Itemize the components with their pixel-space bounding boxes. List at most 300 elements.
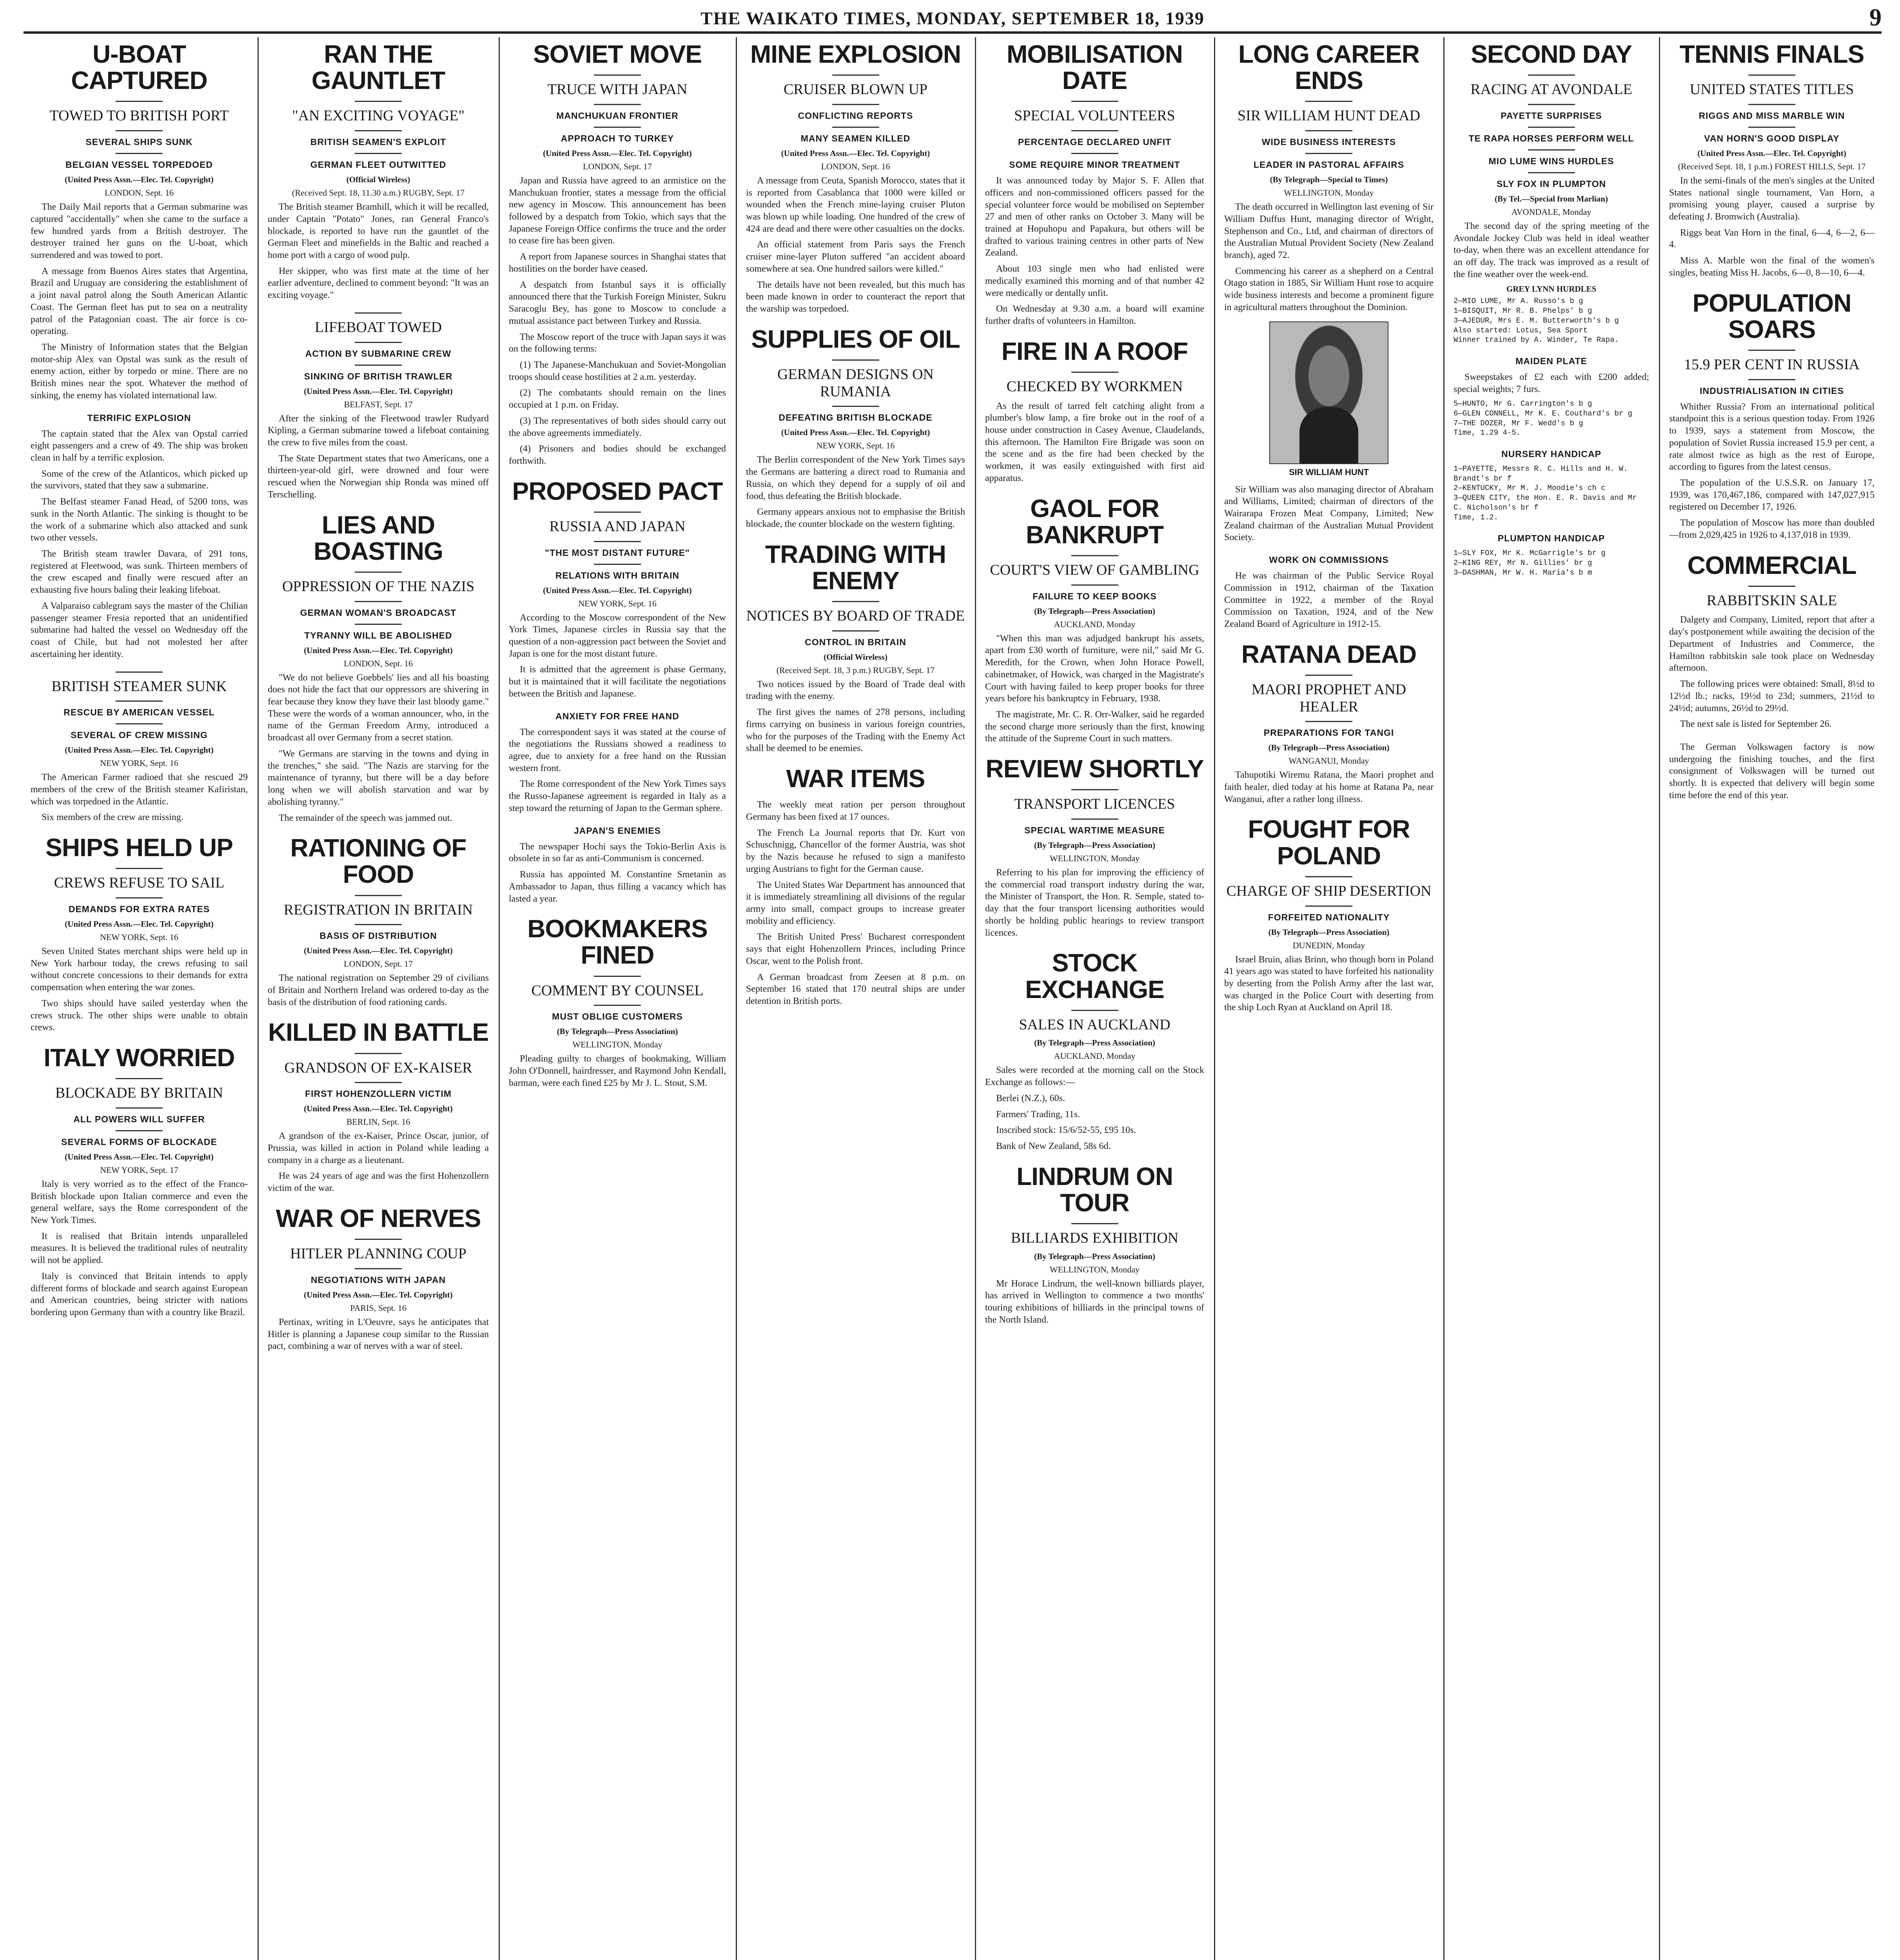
paragraph: A report from Japanese sources in Shanghai states that hostilities on the border have ceased. xyxy=(509,252,726,274)
result-line: 3—QUEEN CITY, the Hon. E. R. Davis and Mr C. Nicholson's br f xyxy=(1454,494,1637,512)
paragraph: The British steam trawler Davara, of 291 tons, registered at Fleetwood, was sunk. Thirteen members of the crew escaped and finally were rescued after an exhausting five hours baling their leaking lifeboat. xyxy=(31,549,248,595)
divider xyxy=(832,601,879,602)
subheading: HITLER PLANNING COUP xyxy=(290,1245,466,1262)
divider xyxy=(116,1107,163,1109)
subheading: DEFEATING BRITISH BLOCKADE xyxy=(779,412,933,423)
divider xyxy=(355,601,402,602)
dateline: LONDON, Sept. 16 xyxy=(344,658,413,668)
article-body xyxy=(509,1053,726,1089)
paragraph: As the result of tarred felt catching alight from a plumber's blow lamp, a fire broke out in the roof of a house under construction in Casey Avenue, Claudelands, this afternoon. The Hamilton Fire Brigade was soon on the scene and as the fire had been checked by the workmen, it was easily extinguished with first aid apparatus. xyxy=(985,401,1204,483)
wire-credit: (United Press Assn.—Elec. Tel. Copyright) xyxy=(65,1152,214,1161)
divider xyxy=(355,101,402,102)
wire-credit: (United Press Assn.—Elec. Tel. Copyright) xyxy=(543,585,692,595)
divider xyxy=(1528,149,1575,151)
divider xyxy=(1748,350,1795,351)
column-1 xyxy=(24,37,255,1960)
paragraph: "When this man was adjudged bankrupt his assets, apart from £30 worth of furniture, were nil," said Mr G. Meredith, for the Crown, when John Horace Powell, cabinetmaker, of Howick, was charged in the Magistrate's Court with having failed to keep proper books for three years before his bankruptcy in February, 1938. xyxy=(985,633,1204,704)
divider xyxy=(355,1082,402,1083)
subheading: MANY SEAMEN KILLED xyxy=(800,133,911,143)
article-body xyxy=(985,867,1204,939)
result-line: 2—MIO LUME, Mr A. Russo's b g xyxy=(1454,297,1583,306)
paragraph: Italy is convinced that Britain intends to apply different forms of blockade and search against European and American countries, being stricter with nations bordering upon Germany than with a country like Brazil. xyxy=(31,1271,248,1318)
divider xyxy=(594,127,641,128)
divider xyxy=(1305,153,1352,154)
paragraph: (4) Prisoners and bodies should be exchanged forthwith. xyxy=(509,444,726,466)
paragraph: (3) The representatives of both sides should carry out the above agreements immediately. xyxy=(509,416,726,438)
headline: FIRE IN A ROOF xyxy=(1001,337,1188,365)
paragraph: The correspondent says it was stated at the course of the negotiations the Russians showed a readiness to agree, due to anxiety for a free hand on the Russian western front. xyxy=(509,727,726,773)
article xyxy=(1669,290,1875,541)
section-heading: ANXIETY FOR FREE HAND xyxy=(555,711,679,721)
article xyxy=(1669,741,1875,802)
article-body xyxy=(31,201,248,402)
paragraph: The Ministry of Information states that the Belgian motor-ship Alex van Opstal was sunk as the result of enemy action, either by torpedo or mine. There are no British mines near the spot. Whatever the method of sinking, the enemy has violated international law. xyxy=(31,342,248,401)
article-body xyxy=(985,1278,1204,1326)
article-body xyxy=(746,175,965,315)
subheading: MANCHUKUAN FRONTIER xyxy=(556,110,679,121)
article xyxy=(31,413,248,661)
subheading: REGISTRATION IN BRITAIN xyxy=(283,901,473,918)
divider xyxy=(1748,104,1795,105)
article-body xyxy=(509,841,726,905)
paragraph: The Belfast steamer Fanad Head, of 5200 tons, was sunk in the North Atlantic. The sinking is thought to be the work of a submarine which also attacked and sunk two other vessels. xyxy=(31,497,248,543)
article xyxy=(31,1045,248,1319)
paragraph: The British steamer Bramhill, which it will be recalled, under Captain "Potato" Jones, ran General Franco's blockade, is reported to have run the gauntlet of the German Fleet and minefields in the Baltic and reached a home port with a cargo of wood pulp. xyxy=(268,202,489,260)
subheading: MUST OBLIGE CUSTOMERS xyxy=(552,1011,683,1022)
paragraph: The British United Press' Bucharest correspondent says that eight Hohenzollern Princes, including Prince Oscar, went to the Polish front. xyxy=(746,932,965,966)
paragraph: The magistrate, Mr. C. R. Orr-Walker, said he regarded the second charge more seriously than the first, knowing the attitude of the Supreme Court in such matters. xyxy=(985,709,1204,744)
paragraph: The weekly meat ration per person throughout Germany has been fixed at 17 ounces. xyxy=(746,800,965,822)
subheading: BILLIARDS EXHIBITION xyxy=(1011,1230,1179,1247)
subheading: GERMAN DESIGNS ON RUMANIA xyxy=(777,366,934,400)
article xyxy=(268,41,489,301)
divider xyxy=(355,130,402,131)
wire-credit: (By Telegraph—Press Association) xyxy=(557,1027,678,1036)
divider xyxy=(355,1053,402,1054)
divider xyxy=(355,312,402,314)
paragraph: The United States War Department has announced that it is immediately streamlining all divisions of the regular army into small, compact groups to increase greater mobility and efficiency. xyxy=(746,880,965,926)
masthead xyxy=(24,4,1882,34)
subheading: TRANSPORT LICENCES xyxy=(1014,796,1175,813)
subheading: BELGIAN VESSEL TORPEDOED xyxy=(65,160,213,170)
dateline: BERLIN, Sept. 16 xyxy=(346,1117,410,1127)
headline: TRADING WITH ENEMY xyxy=(765,540,946,595)
paragraph: The following prices were obtained: Small, 8½d to 12½d lb.; racks, 19½d to 23d; summers, 21½d to 24½d; autumns, 26½d to 29½d. xyxy=(1669,679,1875,713)
subheading: RABBITSKIN SALE xyxy=(1706,592,1837,609)
article xyxy=(268,1205,489,1352)
paragraph: In the semi-finals of the men's singles at the United States national single tournament, Van Horn, a promising young player, caused a surprise by defeating J. Bromwich (Australia). xyxy=(1669,175,1875,222)
divider xyxy=(355,572,402,573)
paragraph: (2) The combatants should remain on the lines occupied at 1 p.m. on Friday. xyxy=(509,388,726,410)
paragraph: Israel Bruin, alias Brinn, who though born in Poland 41 years ago was stated to have forfeited his nationality by deserting from the Polish Army after the last war, was charged in the Police Court with deserting from the ship Loch Ryan at Auckland on April 18. xyxy=(1224,954,1434,1013)
headline: BOOKMAKERS FINED xyxy=(527,915,708,969)
paragraph: The newspaper Hochi says the Tokio-Berlin Axis is obsolete in so far as anti-Communism is concerned. xyxy=(509,841,726,864)
divider xyxy=(1071,789,1118,790)
result-line: 1—PAYETTE, Messrs R. C. Hills and H. W. Brandt's br f xyxy=(1454,465,1628,483)
paper-title: THE WAIKATO TIMES, MONDAY, SEPTEMBER 18, 1939 xyxy=(700,8,1205,28)
article xyxy=(1224,641,1434,806)
subheading: BASIS OF DISTRIBUTION xyxy=(319,931,437,941)
race-results xyxy=(1454,399,1649,438)
dateline: LONDON, Sept. 17 xyxy=(344,959,413,969)
headline: TENNIS FINALS xyxy=(1679,40,1864,68)
paragraph: Farmers' Trading, 11s. xyxy=(996,1109,1080,1120)
race-results xyxy=(1454,548,1649,577)
divider xyxy=(1071,101,1118,102)
subheading: FORFEITED NATIONALITY xyxy=(1268,912,1390,922)
subheading: ALL POWERS WILL SUFFER xyxy=(73,1114,205,1124)
headline: KILLED IN BATTLE xyxy=(268,1018,489,1047)
divider xyxy=(116,868,163,869)
article-body xyxy=(1669,614,1875,730)
subheading: CONFLICTING REPORTS xyxy=(798,110,913,121)
subheading: RESCUE BY AMERICAN VESSEL xyxy=(64,707,215,718)
article-body xyxy=(509,726,726,815)
paragraph: Two notices issued by the Board of Trade deal with trading with the enemy. xyxy=(746,679,965,702)
subheading: SPECIAL VOLUNTEERS xyxy=(1014,107,1175,124)
column-rule xyxy=(736,37,737,1960)
photo-caption: SIR WILLIAM HUNT xyxy=(1288,467,1369,477)
divider xyxy=(1305,675,1352,676)
column-5 xyxy=(978,37,1211,1960)
article xyxy=(509,916,726,1089)
result-line: 2—KENTUCKY, Mr M. J. Moodie's ch c xyxy=(1454,484,1606,493)
subheading: NOTICES BY BOARD OF TRADE xyxy=(746,608,965,624)
divider xyxy=(1071,372,1118,373)
divider xyxy=(1071,153,1118,154)
paragraph: Six members of the crew are missing. xyxy=(42,812,183,823)
subheading: PERCENTAGE DECLARED UNFIT xyxy=(1018,137,1172,147)
subheading: SEVERAL OF CREW MISSING xyxy=(71,730,208,740)
subheading: 15.9 PER CENT IN RUSSIA xyxy=(1684,356,1860,373)
article-body xyxy=(746,454,965,530)
subheading: APPROACH TO TURKEY xyxy=(561,133,674,143)
article-body xyxy=(985,1064,1204,1152)
paragraph: The American Farmer radioed that she rescued 29 members of the crew of the British steamer Kafiristan, which was torpedoed in the Atlantic. xyxy=(31,772,248,807)
subheading: VAN HORN'S GOOD DISPLAY xyxy=(1704,133,1840,143)
paragraph: Germany appears anxious not to emphasise the British blockade, the counter blockade on the western fighting. xyxy=(746,507,965,529)
headline: FOUGHT FOR POLAND xyxy=(1248,815,1410,870)
divider xyxy=(1071,555,1118,556)
paragraph: The Rome correspondent of the New York Times says the Russo-Japanese agreement is regarded in Italy as a step toward the returning of Japan to the German sphere. xyxy=(509,779,726,813)
paragraph: A grandson of the ex-Kaiser, Prince Oscar, junior, of Prussia, was killed in action in Poland while leading a company in a charge as a lieutenant. xyxy=(268,1131,489,1165)
paragraph: Inscribed stock: 15/6/52-55, £95 10s. xyxy=(996,1125,1136,1136)
divider xyxy=(355,365,402,366)
column-7 xyxy=(1446,37,1656,1960)
paragraph: Pleading guilty to charges of bookmaking, William John O'Donnell, hairdresser, and Raymond John Kendall, barman, were each fined £25 by Mr J. L. Stout, S.M. xyxy=(509,1054,726,1088)
result-line: Time, 1.29 4-5. xyxy=(1454,428,1521,437)
divider xyxy=(116,723,163,724)
subheading: SOME REQUIRE MINOR TREATMENT xyxy=(1009,160,1180,170)
article xyxy=(746,766,965,1007)
divider xyxy=(1071,1010,1118,1011)
paragraph: Berlei (N.Z.), 60s. xyxy=(996,1093,1065,1103)
subheading: SLY FOX IN PLUMPTON xyxy=(1496,178,1606,189)
article xyxy=(31,41,248,402)
wire-credit: (By Telegraph—Special to Times) xyxy=(1270,175,1388,185)
wire-credit: (Official Wireless) xyxy=(824,652,887,662)
divider xyxy=(355,1268,402,1269)
paragraph: The death occurred in Wellington last evening of Sir William Duffus Hunt, managing director of Wright, Stephenson and Co., Ltd, and chairman of directors of the Australian Mutual Provident Society (New Zealand branch), aged 72. xyxy=(1224,202,1434,260)
article xyxy=(1224,555,1434,630)
headline: GAOL FOR BANKRUPT xyxy=(1025,494,1164,549)
paragraph: The Moscow report of the truce with Japan says it was on the following terms: xyxy=(509,332,726,354)
result-line: Time, 1.2. xyxy=(1454,513,1499,522)
divider xyxy=(832,104,879,105)
subheading: TE RAPA HORSES PERFORM WELL xyxy=(1468,133,1634,143)
subheading: SINKING OF BRITISH TRAWLER xyxy=(304,371,453,381)
wire-credit: (United Press Assn.—Elec. Tel. Copyright) xyxy=(543,148,692,158)
divider xyxy=(116,1078,163,1079)
result-line: 3—DASHMAN, Mr W. H. Maria's b m xyxy=(1454,568,1592,577)
article-body xyxy=(1454,220,1649,281)
paragraph: Sir William was also managing director of Abraham and Williams, Limited; chairman of directors of the Wairarapa Frozen Meat Company, Limited; New Zealand chairman of the Australian Mutual Provident Society. xyxy=(1224,484,1434,543)
dateline: NEW YORK, Sept. 17 xyxy=(100,1165,178,1175)
paragraph: The population of Moscow has more than doubled—from 2,029,425 in 1926 to 4,137,018 in 1939. xyxy=(1669,518,1875,540)
article xyxy=(509,826,726,905)
result-line: 6—GLEN CONNELL, Mr K. E. Couthard's br g xyxy=(1454,409,1633,418)
article xyxy=(1454,356,1649,438)
subheading: GERMAN FLEET OUTWITTED xyxy=(310,160,446,170)
column-4 xyxy=(739,37,972,1960)
dateline: (Received Sept. 18, 3 p.m.) RUGBY, Sept. 17 xyxy=(776,665,935,675)
column-rule xyxy=(1214,37,1215,1960)
result-line: 1—SLY FOX, Mr K. McGarrigle's br g xyxy=(1454,549,1606,558)
paragraph: The French La Journal reports that Dr. Kurt von Schuschnigg, Chancellor of the former Austria, was shot by the Nazis because he refused to sign a manifesto urging Austrians to fight for the German cause. xyxy=(746,828,965,874)
divider xyxy=(355,924,402,925)
divider xyxy=(1748,74,1795,76)
divider xyxy=(116,701,163,702)
paragraph: Bank of New Zealand, 58s 6d. xyxy=(996,1141,1111,1151)
dateline: (Received Sept. 18, 11.30 a.m.) RUGBY, Sept. 17 xyxy=(292,188,465,198)
results-title: GREY LYNN HURDLES xyxy=(1506,284,1597,294)
column-2 xyxy=(261,37,496,1960)
column-3 xyxy=(502,37,733,1960)
article-body xyxy=(31,428,248,661)
paragraph: Miss A. Marble won the final of the women's singles, beating Miss H. Jacobs, 6—0, 8—10, 6—4. xyxy=(1669,256,1875,278)
article xyxy=(509,478,726,700)
article xyxy=(268,1019,489,1194)
subheading: FAILURE TO KEEP BOOKS xyxy=(1033,591,1157,601)
column-6 xyxy=(1217,37,1441,1960)
dateline: LONDON, Sept. 16 xyxy=(821,161,890,171)
section-heading: MAIDEN PLATE xyxy=(1515,356,1587,366)
subheading: RIGGS AND MISS MARBLE WIN xyxy=(1699,110,1845,121)
subheading: TOWED TO BRITISH PORT xyxy=(49,107,229,124)
wire-credit: (By Telegraph—Press Association) xyxy=(1268,743,1390,753)
article xyxy=(1224,41,1434,544)
article-body xyxy=(1224,201,1434,313)
portrait-photo xyxy=(1269,321,1388,464)
article xyxy=(1669,552,1875,730)
race-results xyxy=(1454,296,1649,345)
divider xyxy=(1748,586,1795,587)
paragraph: Tahupotiki Wiremu Ratana, the Maori prophet and faith healer, died today at his home at Ratana Pa, near Wanganui, after a rather long illness. xyxy=(1224,770,1434,804)
article xyxy=(746,541,965,755)
paragraph: Commencing his career as a shepherd on a Central Otago station in 1885, Sir William Hunt rose to acquire wide business interests and become a prominent figure in agricultural matters throughout the Dominion. xyxy=(1224,266,1434,312)
wire-credit: (United Press Assn.—Elec. Tel. Copyright) xyxy=(781,148,930,158)
result-line: Winner trained by A. Winder, Te Rapa. xyxy=(1454,336,1619,345)
article-body xyxy=(985,633,1204,745)
dateline: AUCKLAND, Monday xyxy=(1054,619,1136,629)
divider xyxy=(1071,584,1118,586)
dateline: LONDON, Sept. 17 xyxy=(583,161,652,171)
headline: COMMERCIAL xyxy=(1687,551,1856,579)
article xyxy=(1454,449,1649,522)
article-body xyxy=(31,771,248,824)
dateline: WELLINGTON, Monday xyxy=(1049,853,1140,863)
paragraph: "We Germans are starving in the towns and dying in the trenches," she said. "The Nazis are starving for the maintenance of tyranny, but there will be a day before long when we will abolish starvation and war by abolishing tyranny." xyxy=(268,748,489,807)
wire-credit: (By Telegraph—Press Association) xyxy=(1034,1251,1155,1261)
article-body xyxy=(268,1316,489,1352)
subheading: SIR WILLIAM HUNT DEAD xyxy=(1237,107,1421,124)
headline: U-BOAT CAPTURED xyxy=(71,40,207,95)
paragraph: After the sinking of the Fleetwood trawler Rudyard Kipling, a German submarine towed a lifeboat containing the crew to five miles from the coast. xyxy=(268,413,489,448)
divider xyxy=(594,976,641,977)
dateline: WELLINGTON, Monday xyxy=(1284,188,1374,198)
column-rule xyxy=(1659,37,1660,1960)
wire-credit: (United Press Assn.—Elec. Tel. Copyright) xyxy=(65,745,214,755)
article xyxy=(268,835,489,1008)
paragraph: The German Volkswagen factory is now undergoing the finishing touches, and the first consignment of Volkswagen will be turned out shortly. It is expected that delivery will begin some time before the end of this year. xyxy=(1669,742,1875,800)
subheading: COURT'S VIEW OF GAMBLING xyxy=(990,561,1200,578)
subheading: MIO LUME WINS HURDLES xyxy=(1488,156,1614,166)
article xyxy=(1669,41,1875,279)
subheading: "THE MOST DISTANT FUTURE" xyxy=(545,547,690,558)
article xyxy=(985,756,1204,939)
paragraph: He was chairman of the Public Service Royal Commission in 1912, chairman of the Taxation Committee in 1922, a member of the Royal Commission on Taxation, 1924, and of the New Zealand Board of Agriculture in 1912-15. xyxy=(1224,571,1434,629)
divider xyxy=(594,541,641,542)
divider xyxy=(594,104,641,105)
section-heading: TERRIFIC EXPLOSION xyxy=(87,412,191,423)
article xyxy=(985,338,1204,485)
subheading: MAORI PROPHET AND HEALER xyxy=(1251,681,1406,715)
wire-credit: (United Press Assn.—Elec. Tel. Copyright) xyxy=(304,386,453,396)
dateline: NEW YORK, Sept. 16 xyxy=(100,758,178,768)
paragraph: The State Department states that two Americans, one a thirteen-year-old girl, were drowned and four were rescued when the Norwegian ship Ronda was mined off Terschelling. xyxy=(268,453,489,500)
article xyxy=(985,1163,1204,1326)
subheading: CREWS REFUSE TO SAIL xyxy=(54,875,225,891)
headline: RAN THE GAUNTLET xyxy=(311,40,445,95)
section-heading: WORK ON COMMISSIONS xyxy=(1269,555,1389,565)
subheading: PAYETTE SURPRISES xyxy=(1501,110,1602,121)
section-heading: PLUMPTON HANDICAP xyxy=(1497,533,1605,544)
subheading: UNITED STATES TITLES xyxy=(1689,81,1854,98)
subheading: SPECIAL WARTIME MEASURE xyxy=(1024,825,1165,835)
wire-credit: (United Press Assn.—Elec. Tel. Copyright) xyxy=(65,919,214,929)
subheading: DEMANDS FOR EXTRA RATES xyxy=(68,904,210,914)
result-line: 1—BISQUIT, Mr R. B. Phelps' b g xyxy=(1454,307,1592,316)
result-line: 5—HUNTO, Mr G. Carrington's b g xyxy=(1454,399,1592,408)
dateline: NEW YORK, Sept. 16 xyxy=(578,598,657,608)
wire-credit: (United Press Assn.—Elec. Tel. Copyright) xyxy=(304,1104,453,1114)
dateline: (Received Sept. 18, 1 p.m.) FOREST HILLS, Sept. 17 xyxy=(1678,161,1866,171)
subheading: COMMENT BY COUNSEL xyxy=(531,982,704,999)
article xyxy=(985,950,1204,1152)
paragraph: Russia has appointed M. Constantine Smetanin as Ambassador to Japan, thus filling a vacancy which has lasted a year. xyxy=(509,869,726,904)
divider xyxy=(832,74,879,76)
article-body xyxy=(1669,401,1875,541)
wire-credit: (By Telegraph—Press Association) xyxy=(1034,1038,1155,1048)
divider xyxy=(1748,127,1795,128)
article xyxy=(1454,41,1649,345)
article xyxy=(1224,816,1434,1014)
wire-credit: (United Press Assn.—Elec. Tel. Copyright) xyxy=(304,1290,453,1299)
headline: MOBILISATION DATE xyxy=(1007,40,1183,95)
subheading: TRUCE WITH JAPAN xyxy=(547,81,688,98)
paragraph: It is realised that Britain intends unparalleled measures. It is believed the traditional rules of neutrality will not be applied. xyxy=(31,1231,248,1266)
dateline: AUCKLAND, Monday xyxy=(1054,1051,1136,1061)
subheading: LIFEBOAT TOWED xyxy=(314,319,442,336)
article-body xyxy=(1454,371,1649,395)
subheading: PREPARATIONS FOR TANGI xyxy=(1263,728,1394,738)
paragraph: The national registration on September 29 of civilians of Britain and Northern Ireland was ordered to-day as the basis of the distribution of food rationing cards. xyxy=(268,973,489,1007)
headline: WAR OF NERVES xyxy=(276,1204,481,1232)
wire-credit: (United Press Assn.—Elec. Tel. Copyright) xyxy=(65,175,214,185)
divider xyxy=(1305,130,1352,131)
column-rule xyxy=(1443,37,1445,1960)
paragraph: A message from Ceuta, Spanish Morocco, states that it is reported from Casablanca that 1000 were killed or wounded when the French mine-laying cruiser Pluton was blown up while loading. One hundred of the crew of 424 are dead and there were other casualties on the docks. xyxy=(746,175,965,234)
paragraph: Mr Horace Lindrum, the well-known billiards player, has arrived in Wellington to commence a two months' touring exhibitions of billiards in the principal towns of the North Island. xyxy=(985,1278,1204,1325)
wire-credit: (United Press Assn.—Elec. Tel. Copyright) xyxy=(304,946,453,956)
paragraph: Italy is very worried as to the effect of the Franco-British blockade upon Italian commerce and even the general welfare, says the Rome correspondent of the New York Times. xyxy=(31,1179,248,1225)
dateline: NEW YORK, Sept. 16 xyxy=(100,932,178,942)
subheading: SALES IN AUCKLAND xyxy=(1019,1016,1170,1033)
wire-credit: (Official Wireless) xyxy=(346,175,410,185)
paragraph: Sweepstakes of £2 each with £200 added; special weights; 7 furs. xyxy=(1454,372,1649,394)
article xyxy=(985,495,1204,745)
dateline: NEW YORK, Sept. 16 xyxy=(816,441,895,451)
result-line: 2—KING REY, Mr N. Gillies' br g xyxy=(1454,558,1592,567)
divider xyxy=(1528,74,1575,76)
paragraph: It was announced today by Major S. F. Allen that officers and non-commissioned officers passed for the special volunteer force would be mobilised on September 27 and men of other ranks on October 3. Many will be trained at Hopuhopu and Papakura, but others will be drafted to various training centres in other parts of New Zealand. xyxy=(985,176,1204,258)
headline: STOCK EXCHANGE xyxy=(1025,949,1164,1004)
article-body xyxy=(509,612,726,700)
subheading: TYRANNY WILL BE ABOLISHED xyxy=(304,630,452,641)
column-rule xyxy=(975,37,976,1960)
dateline: WANGANUI, Monday xyxy=(1288,756,1369,766)
subheading: LEADER IN PASTORAL AFFAIRS xyxy=(1253,160,1405,170)
dateline: LONDON, Sept. 16 xyxy=(105,188,174,198)
paragraph: It is admitted that the agreement is phase Germany, but it is maintained that it will facilitate the negotiations between the British and Japanese. xyxy=(509,664,726,699)
subheading: BRITISH SEAMEN'S EXPLOIT xyxy=(310,137,446,147)
dateline: BELFAST, Sept. 17 xyxy=(344,399,413,409)
paragraph: A Valparaiso cablegram says the master of the Chilian passenger steamer Fresia reported that an unidentified submarine had halted the vessel on Wednesday off the coast of Chile, but had not molested her after ascertaining her identity. xyxy=(31,601,248,659)
article xyxy=(1454,533,1649,577)
wire-credit: (By Telegraph—Press Association) xyxy=(1034,840,1155,850)
paragraph: A German broadcast from Zeesen at 8 p.m. on September 16 stated that 170 neutral ships are under detention in British ports. xyxy=(746,972,965,1006)
dateline: AVONDALE, Monday xyxy=(1511,207,1591,217)
headline: POPULATION SOARS xyxy=(1692,289,1851,343)
paragraph: The captain stated that the Alex van Opstal carried eight passengers and a crew of 49. The ship was broken clean in half by a terrific explosion. xyxy=(31,428,248,463)
article xyxy=(509,711,726,815)
subheading: NEGOTIATIONS WITH JAPAN xyxy=(310,1274,446,1285)
article-body xyxy=(985,175,1204,327)
divider xyxy=(832,127,879,128)
paragraph: According to the Moscow correspondent of the New York Times, Japanese circles in Russia say that the question of a non-aggression pact between the Soviet and Japan is one for the most distant future. xyxy=(509,612,726,659)
divider xyxy=(355,1239,402,1240)
paragraph: On Wednesday at 9.30 a.m. a board will examine further drafts of volunteers in Hamilton. xyxy=(985,304,1204,326)
article-body xyxy=(1224,954,1434,1014)
wire-credit: (By Tel.—Special from Marlian) xyxy=(1495,194,1608,203)
article xyxy=(985,41,1204,327)
divider xyxy=(1305,101,1352,102)
article-body xyxy=(268,972,489,1008)
section-heading: NURSERY HANDICAP xyxy=(1501,449,1601,459)
divider xyxy=(1071,1223,1118,1224)
divider xyxy=(116,897,163,898)
paragraph: The Berlin correspondent of the New York Times says the Germans are battering a direct road to Rumania and Russia, on which they depend for a supply of oil and food, thus defeating the British blockade. xyxy=(746,455,965,501)
